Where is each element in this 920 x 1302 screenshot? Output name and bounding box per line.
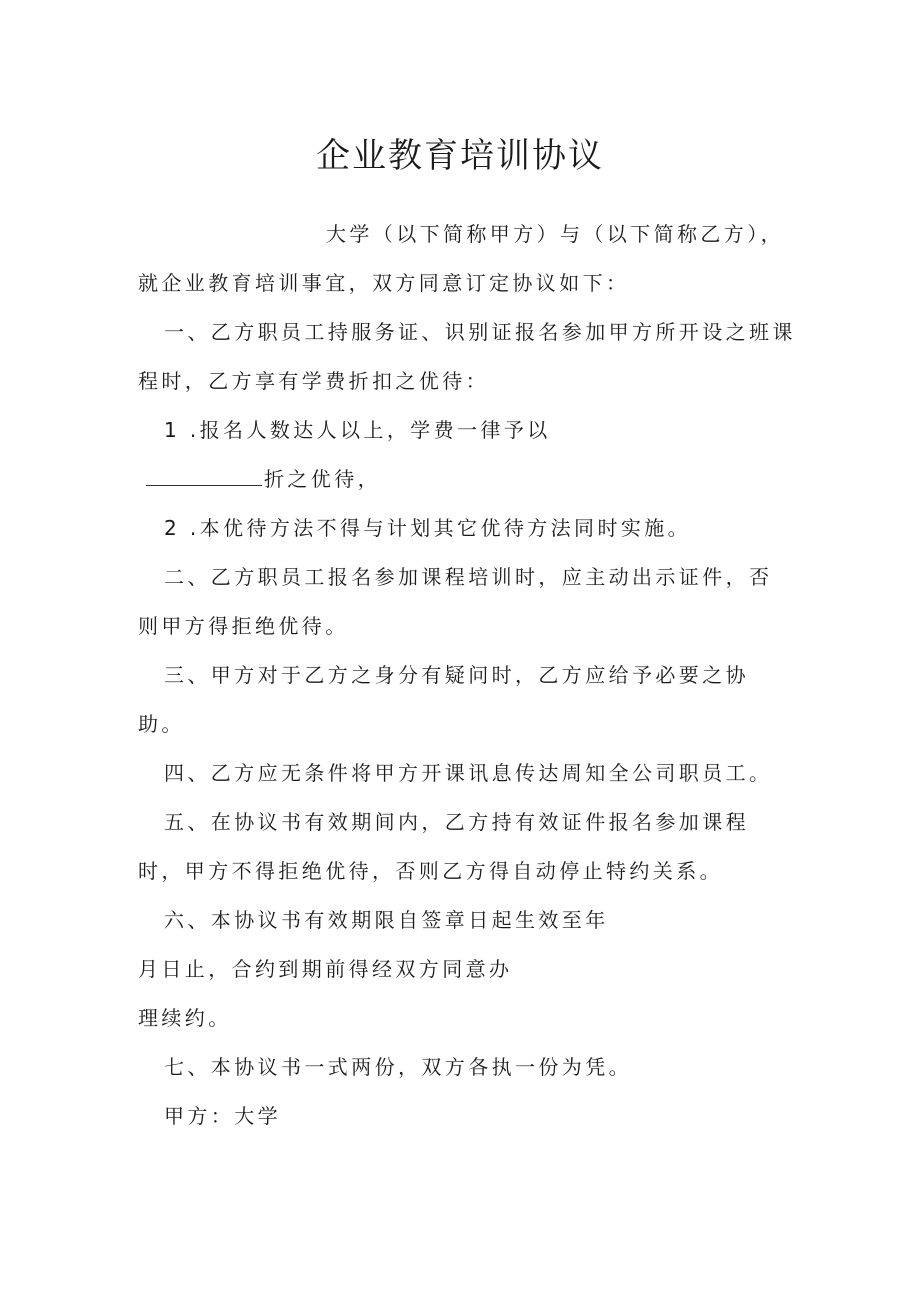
- paragraph-line: 大学（以下简称甲方）与（以下简称乙方），: [326, 222, 784, 246]
- fill-in-blank: [146, 465, 262, 486]
- paragraph-line: 二、乙方职员工报名参加课程培训时，应主动出示证件，否: [164, 565, 773, 589]
- paragraph-line: 五、在协议书有效期间内，乙方持有效证件报名参加课程: [164, 810, 749, 834]
- document-title: 企业教育培训协议: [316, 136, 604, 176]
- paragraph-line: 就企业教育培训事宜，双方同意订定协议如下：: [138, 271, 630, 295]
- paragraph-line: 一、乙方职员工持服务证、识别证报名参加甲方所开设之班课: [164, 320, 796, 344]
- paragraph-line: 七、本协议书一式两份，双方各执一份为凭。: [164, 1055, 632, 1079]
- paragraph-line: 1 .报名人数达人以上，学费一律予以: [164, 418, 551, 442]
- paragraph-line: 则甲方得拒绝优待。: [138, 614, 349, 638]
- paragraph-line: 2 .本优待方法不得与计划其它优待方法同时实施。: [164, 516, 692, 540]
- paragraph-line: 四、乙方应无条件将甲方开课讯息传达周知全公司职员工。: [164, 761, 773, 785]
- paragraph-line: 助。: [138, 712, 185, 736]
- signature-party-a: 甲方：大学: [164, 1104, 281, 1128]
- paragraph-line-with-blank: [146, 464, 381, 494]
- paragraph-line-text: 折之优待，: [264, 467, 381, 491]
- paragraph-line: 时，甲方不得拒绝优待，否则乙方得自动停止特约关系。: [138, 859, 723, 883]
- paragraph-line: 程时，乙方享有学费折扣之优待：: [138, 369, 489, 393]
- paragraph-line: 三、甲方对于乙方之身分有疑问时，乙方应给予必要之协: [164, 663, 749, 687]
- paragraph-line: 理续约。: [138, 1006, 232, 1030]
- paragraph-line: 六、本协议书有效期限自签章日起生效至年: [164, 908, 609, 932]
- paragraph-line: 月日止，合约到期前得经双方同意办: [138, 957, 513, 981]
